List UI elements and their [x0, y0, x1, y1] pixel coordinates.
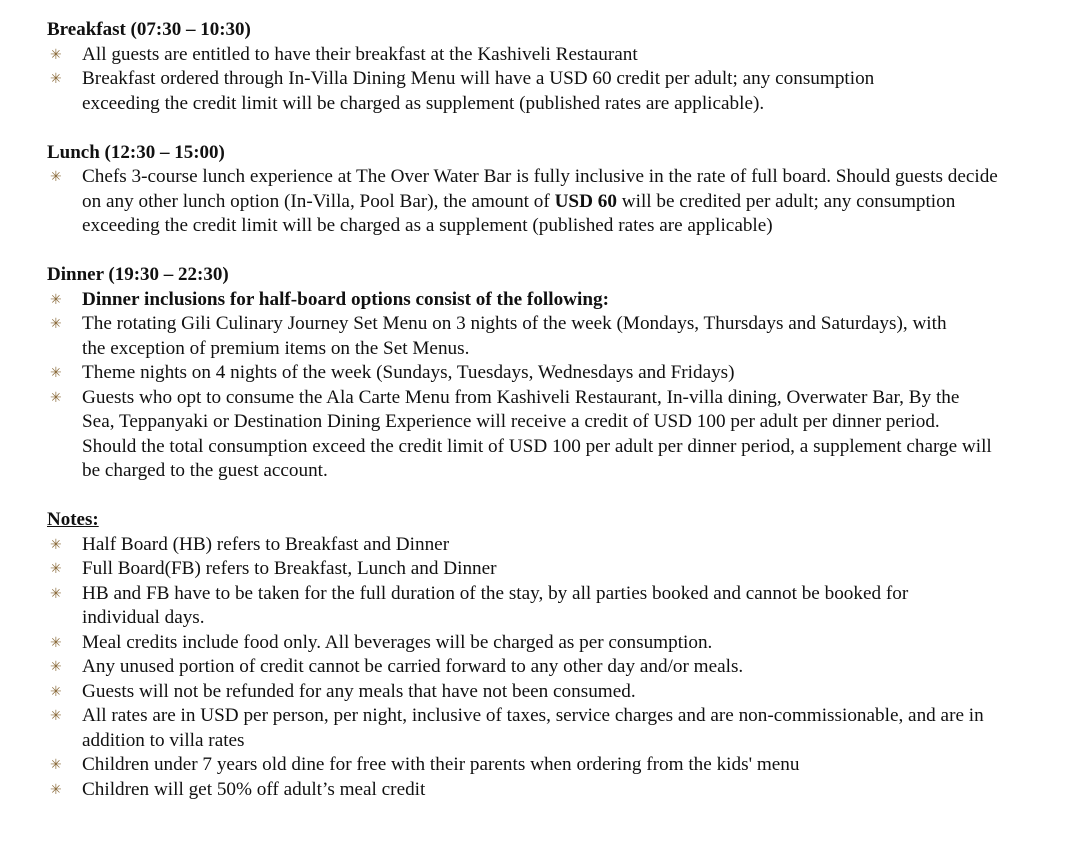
asterisk-bullet-icon: ✳: [50, 169, 62, 185]
asterisk-bullet-icon: ✳: [50, 781, 62, 798]
asterisk-bullet-icon: ✳: [50, 634, 62, 651]
asterisk-bullet-icon: ✳: [50, 659, 62, 675]
lunch-text-before: Chefs 3-course lunch experience at The Over Water Bar is fully inclusive in the rate of full board. Should guests decide on any other lunch option (In-Villa, Pool Bar), the amount of: [82, 166, 998, 212]
asterisk-bullet-icon: ✳: [50, 291, 62, 308]
list-item: [47, 288, 1069, 313]
asterisk-bullet-icon: ✳: [50, 365, 62, 381]
list-item: [47, 655, 1069, 680]
asterisk-bullet-icon: ✳: [50, 316, 62, 332]
notes-heading: Notes:: [47, 509, 99, 530]
asterisk-bullet-icon: ✳: [50, 389, 62, 406]
list-item-text: Guests will not be refunded for any meals that have not been consumed.: [82, 680, 636, 702]
list-item-text: HB and FB have to be taken for the full duration of the stay, by all parties booked and cannot be booked for individual days.: [82, 582, 909, 628]
asterisk-bullet-icon: ✳: [50, 708, 62, 724]
asterisk-bullet-icon: ✳: [50, 46, 62, 63]
list-item: [47, 361, 1069, 386]
list-item: [47, 704, 1069, 753]
list-item: [47, 386, 1069, 484]
lunch-section: [47, 141, 1069, 239]
list-item-text: Half Board (HB) refers to Breakfast and Dinner: [82, 533, 450, 555]
breakfast-section: [47, 18, 1069, 116]
dinner-list: [47, 288, 1069, 484]
asterisk-bullet-icon: ✳: [50, 585, 62, 602]
asterisk-bullet-icon: ✳: [50, 683, 62, 700]
list-item: [47, 680, 1069, 705]
list-item: [47, 557, 1069, 582]
list-item-text: Meal credits include food only. All beverages will be charged as per consumption.: [82, 631, 713, 653]
list-item: [47, 165, 1069, 239]
list-item: [47, 753, 1069, 778]
asterisk-bullet-icon: ✳: [50, 536, 62, 553]
dinner-section: [47, 263, 1069, 484]
list-item-text: Children under 7 years old dine for free with their parents when ordering from the kids' menu: [82, 754, 800, 775]
notes-list: [47, 533, 1069, 803]
list-item: [47, 582, 1069, 631]
list-item-text: The rotating Gili Culinary Journey Set Menu on 3 nights of the week (Mondays, Thursdays and Saturdays), with the exception of premium items on the Set Menus.: [82, 313, 947, 359]
asterisk-bullet-icon: ✳: [50, 71, 62, 87]
dinner-heading: Dinner (19:30 – 22:30): [47, 264, 229, 285]
list-item-text: Theme nights on 4 nights of the week (Sundays, Tuesdays, Wednesdays and Fridays): [82, 362, 735, 383]
list-item-text: Dinner inclusions for half-board options consist of the following:: [82, 288, 610, 310]
list-item-text: All rates are in USD per person, per night, inclusive of taxes, service charges and are non-commissionable, and are in addition to villa rates: [82, 705, 984, 751]
lunch-credit-amount: USD 60: [554, 190, 617, 212]
asterisk-bullet-icon: ✳: [50, 757, 62, 773]
lunch-text-after: will be credited per adult; any consumption exceeding the credit limit will be charged as a supplement (published rates are applicable): [82, 190, 956, 236]
list-item-text: Any unused portion of credit cannot be carried forward to any other day and/or meals.: [82, 656, 744, 677]
list-item: [47, 533, 1069, 558]
list-item: [47, 312, 1069, 361]
list-item-text: Breakfast ordered through In-Villa Dining Menu will have a USD 60 credit per adult; any consumption exceeding the credit limit will be charged as supplement (published rates are applicable).: [82, 68, 875, 114]
list-item-text: All guests are entitled to have their breakfast at the Kashiveli Restaurant: [82, 43, 638, 65]
list-item-text: [82, 165, 1017, 239]
asterisk-bullet-icon: ✳: [50, 561, 62, 577]
breakfast-heading: Breakfast (07:30 – 10:30): [47, 19, 251, 40]
lunch-heading: Lunch (12:30 – 15:00): [47, 141, 225, 163]
list-item: [47, 631, 1069, 656]
list-item-text: Full Board(FB) refers to Breakfast, Lunch and Dinner: [82, 558, 497, 579]
list-item: [47, 778, 1069, 803]
list-item: [47, 43, 1069, 68]
list-item-text: Guests who opt to consume the Ala Carte Menu from Kashiveli Restaurant, In-villa dining, Overwater Bar, By the Sea, Teppanyaki or Destination Dining Experience will receive a credit of USD 100 per adult per dinner period. Should the total consumption exceed the credit limit of USD 100 per adult per dinner period, a supplement charge will be charged to the guest account.: [82, 386, 992, 481]
lunch-list: [47, 165, 1069, 239]
list-item-text: Children will get 50% off adult’s meal credit: [82, 778, 426, 800]
notes-section: [47, 508, 1069, 802]
breakfast-list: [47, 43, 1069, 117]
list-item: [47, 67, 1069, 116]
